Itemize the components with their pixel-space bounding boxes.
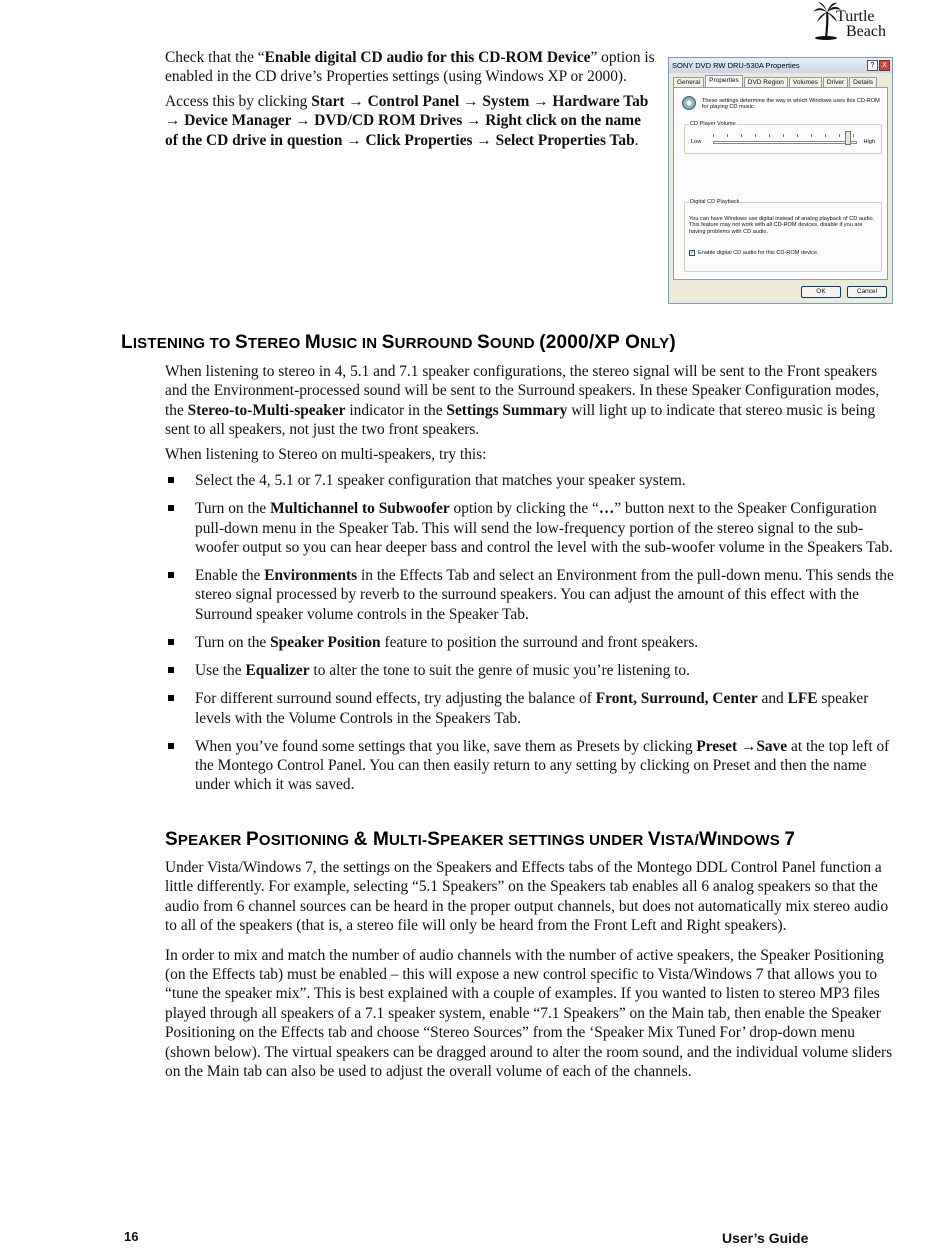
dialog-tabs (673, 77, 878, 87)
list-item-text (195, 472, 686, 489)
heading-text-run: NLY (640, 335, 670, 352)
bold-text-run: Enable digital CD audio for this CD-ROM Device (264, 49, 591, 66)
list-item-text (195, 634, 698, 651)
text-run: In order to mix and match the number of audio channels with the number of active speakers, the Speaker Positioning (on the Effects tab) must be enabled – this will expose a new control specific to Vista/Windows 7 that allows you to “tune the speaker mix”. This is best explained with a couple of examples. If you wanted to listen to stereo MP3 files played through all speakers of a 7.1 speaker system, enable “7.1 Speakers” on the Main tab, then enable the Speaker Positioning on the Effects tab and choose “Stereo Sources” from the ‘Speaker Mix Tuned For’ drop-down menu (shown below). The virtual speakers can be dragged around to alter the room sound, and the individual volume sliders on the Main tab can also be used to adjust the overall volume of each of the channels. (165, 946, 893, 1081)
text-run: ” option is enabled in the CD drive’s Properties settings (using Windows XP or 2000). (165, 49, 655, 86)
bold-text-run: Multichannel to Subwoofer (270, 500, 450, 518)
heading-text-run: & M (353, 829, 389, 850)
bullet-square-icon (168, 639, 174, 645)
bullet-square-icon (168, 695, 174, 701)
heading-text-run: PEAKER (177, 832, 246, 849)
logo-line-1: Turtle (836, 8, 875, 25)
bold-text-run: LFE (787, 690, 818, 708)
page-number: 16 (124, 1229, 139, 1244)
heading-text-run: ISTENING TO (132, 335, 235, 352)
text-run: Use the (195, 662, 246, 680)
checkbox-check-icon: ✓ (690, 250, 695, 257)
heading-text-run: PEAKER SETTINGS UNDER (440, 832, 648, 849)
list-item (165, 661, 895, 680)
list-item (165, 499, 895, 557)
bold-text-run: Start → Control Panel → System → Hardware Tab → Device Manager → DVD/CD ROM Drives → Right click on the name of the CD drive in question → Click Properties → Select Properties Tab (165, 92, 649, 149)
volume-slider-thumb (845, 131, 851, 145)
bold-text-run: Preset →Save (696, 737, 788, 755)
text-run: Turn on the (195, 500, 271, 518)
tab-properties: Properties (705, 75, 743, 87)
bold-text-run: Equalizer (245, 662, 310, 680)
bold-text-run: Settings Summary (446, 401, 568, 419)
heading-text-run: USIC IN (320, 335, 382, 352)
list-item (165, 471, 895, 490)
text-run: Access this by clicking (165, 92, 312, 110)
list-item-text (195, 500, 893, 556)
bold-text-run: Speaker Position (270, 633, 381, 651)
slider-high-label: High (863, 139, 875, 145)
digital-playback-text: You can have Windows use digital instead of analog playback of CD audio. This feature may not work with all CD-ROM devices, disable if you are having problems with CD audio. (689, 216, 875, 235)
heading-text-run: S (427, 829, 441, 850)
list-item-text (195, 690, 868, 726)
text-run: For different surround sound effects, try adjusting the balance of (195, 690, 596, 708)
heading-text-run: S (234, 332, 248, 353)
heading-text-run: ) (669, 332, 676, 353)
cancel-button: Cancel (847, 286, 887, 298)
text-run: in the Effects Tab and select an Environment from the pull-down menu. This sends the stereo signal processed by reverb to the surround speakers. You can adjust the amount of this effect with the Surround speaker volume controls in the Speaker Tab. (195, 567, 894, 623)
text-run: Select the 4, 5.1 or 7.1 speaker configuration that matches your speaker system. (195, 472, 686, 490)
dialog-title-bar (669, 58, 892, 73)
text-run: Check that the “ (165, 49, 265, 66)
text-run: . (634, 131, 639, 149)
pane-info-text: These settings determine the way in which Windows uses this CD-ROM for playing CD music. (702, 98, 880, 111)
section-1-paragraph-1 (165, 362, 895, 440)
bold-text-run: Front, Surround, Center (595, 690, 758, 708)
heading-text-run: S (381, 332, 395, 353)
tab-driver: Driver (823, 77, 848, 87)
properties-pane (673, 87, 888, 280)
text-run: feature to position the surround and front speakers. (380, 633, 699, 651)
heading-text-run: OSITIONING (258, 832, 354, 849)
tab-general: General (673, 77, 704, 87)
text-run: When listening to stereo in 4, 5.1 and 7.1 speaker configurations, the stereo signal will be sent to the Front speakers and the Environment-processed sound will be sent to the Surround speakers. In these Speaker Configuration modes, the (165, 363, 880, 419)
section-2-paragraph-1 (165, 858, 895, 936)
text-run: Under Vista/Windows 7, the settings on the Speakers and Effects tabs of the Montego DDL Control Panel function a little differently. For example, selecting “5.1 Speakers” on the Speakers tab enables all 6 analog speakers so that the audio from 6 channel sources can be heard in the proper output channels, but does not automatically mix stereo audio to all of the speakers (that is, a stereo file will only be heard from the Front Left and Right speakers). (165, 859, 889, 935)
heading-text-run: INDOWS (717, 832, 785, 849)
heading-text-run: M (304, 332, 321, 353)
heading-text-run: P (245, 829, 259, 850)
bullet-square-icon (168, 667, 174, 673)
text-run: speaker levels with the Volume Controls in the Speakers Tab. (195, 690, 869, 727)
text-run: When you’ve found some settings that you like, save them as Presets by clicking (195, 737, 697, 755)
section-2-heading (165, 829, 795, 851)
section-2-paragraph-2 (165, 946, 895, 1082)
list-item-text (195, 567, 894, 623)
heading-text-run: TEREO (247, 335, 305, 352)
text-run: option by clicking the “ (449, 500, 599, 518)
list-item-text (195, 738, 889, 794)
intro-paragraph-1 (165, 48, 655, 87)
text-run: Enable the (195, 567, 265, 585)
bold-text-run: … (598, 500, 615, 518)
volume-group-label: CD Player Volume (690, 121, 736, 127)
cd-icon (682, 96, 696, 110)
list-item-text (195, 662, 690, 679)
heading-text-run: 7 (784, 829, 796, 850)
list-item (165, 633, 895, 652)
turtle-beach-logo (812, 0, 902, 44)
list-item (165, 566, 895, 624)
list-item (165, 737, 895, 795)
logo-line-2: Beach (846, 23, 886, 40)
intro-paragraph-2 (165, 92, 655, 150)
cd-properties-dialog-screenshot (668, 57, 893, 304)
text-run: indicator in the (345, 401, 447, 419)
heading-text-run: S (165, 829, 178, 850)
tab-volumes: Volumes (789, 77, 822, 87)
slider-low-label: Low (691, 139, 702, 145)
heading-text-run: V (647, 829, 661, 850)
bullet-square-icon (168, 743, 174, 749)
heading-text-run: L (121, 332, 133, 353)
volume-slider-track (713, 141, 857, 144)
section-1-paragraph-2 (165, 445, 895, 464)
footer-guide-title: User’s Guide (722, 1230, 809, 1246)
digital-group-label: Digital CD Playback (690, 199, 740, 205)
text-run: at the top left of the Montego Control Panel. You can then easily return to any setting by clicking on Preset and then the name under which it was saved. (195, 737, 890, 794)
section-1-body (165, 362, 895, 804)
heading-text-run: (2000/XP O (539, 332, 641, 353)
section-1-heading (121, 332, 676, 354)
digital-cd-playback-group (684, 199, 882, 272)
tips-list (165, 471, 895, 795)
section-2-body (165, 858, 895, 1091)
dialog-title: SONY DVD RW DRU-530A Properties (672, 61, 800, 70)
tab-dvd-region: DVD Region (744, 77, 788, 87)
bullet-square-icon (168, 505, 174, 511)
text-run: and (757, 690, 788, 708)
text-run: to alter the tone to suit the genre of music you’re listening to. (309, 662, 690, 680)
heading-text-run: OUND (489, 335, 540, 352)
cd-player-volume-group (684, 121, 882, 154)
heading-text-run: ISTA/ (660, 832, 699, 849)
bold-text-run: Environments (264, 567, 358, 585)
text-run: When listening to Stereo on multi-speakers, try this: (165, 445, 487, 463)
bullet-square-icon (168, 477, 174, 483)
text-run: ” button next to the Speaker Configuration pull-down menu in the Speaker Tab. This will send the low-frequency portion of the stereo signal to the sub-woofer output so you can hear deeper bass and control the level with the sub-woofer volume in the Speakers Tab. (195, 500, 893, 556)
heading-text-run: ULTI- (389, 832, 428, 849)
heading-text-run: S (477, 332, 490, 353)
heading-text-run: URROUND (394, 335, 477, 352)
tab-details: Details (849, 77, 877, 87)
ok-button: OK (801, 286, 841, 298)
checkbox-label: Enable digital CD audio for this CD-ROM device. (698, 250, 819, 256)
slider-ticks (713, 134, 857, 137)
text-run: will light up to indicate that stereo music is being sent to all speakers, not just the two front speakers. (165, 401, 876, 439)
list-item (165, 689, 895, 728)
bold-text-run: Stereo-to-Multi-speaker (187, 401, 346, 419)
enable-digital-audio-checkbox (689, 250, 819, 256)
heading-text-run: W (698, 829, 718, 850)
text-run: Turn on the (195, 633, 271, 651)
close-icon: X (879, 60, 890, 71)
intro-text (165, 48, 655, 155)
bullet-square-icon (168, 572, 174, 578)
help-button: ? (867, 60, 878, 71)
